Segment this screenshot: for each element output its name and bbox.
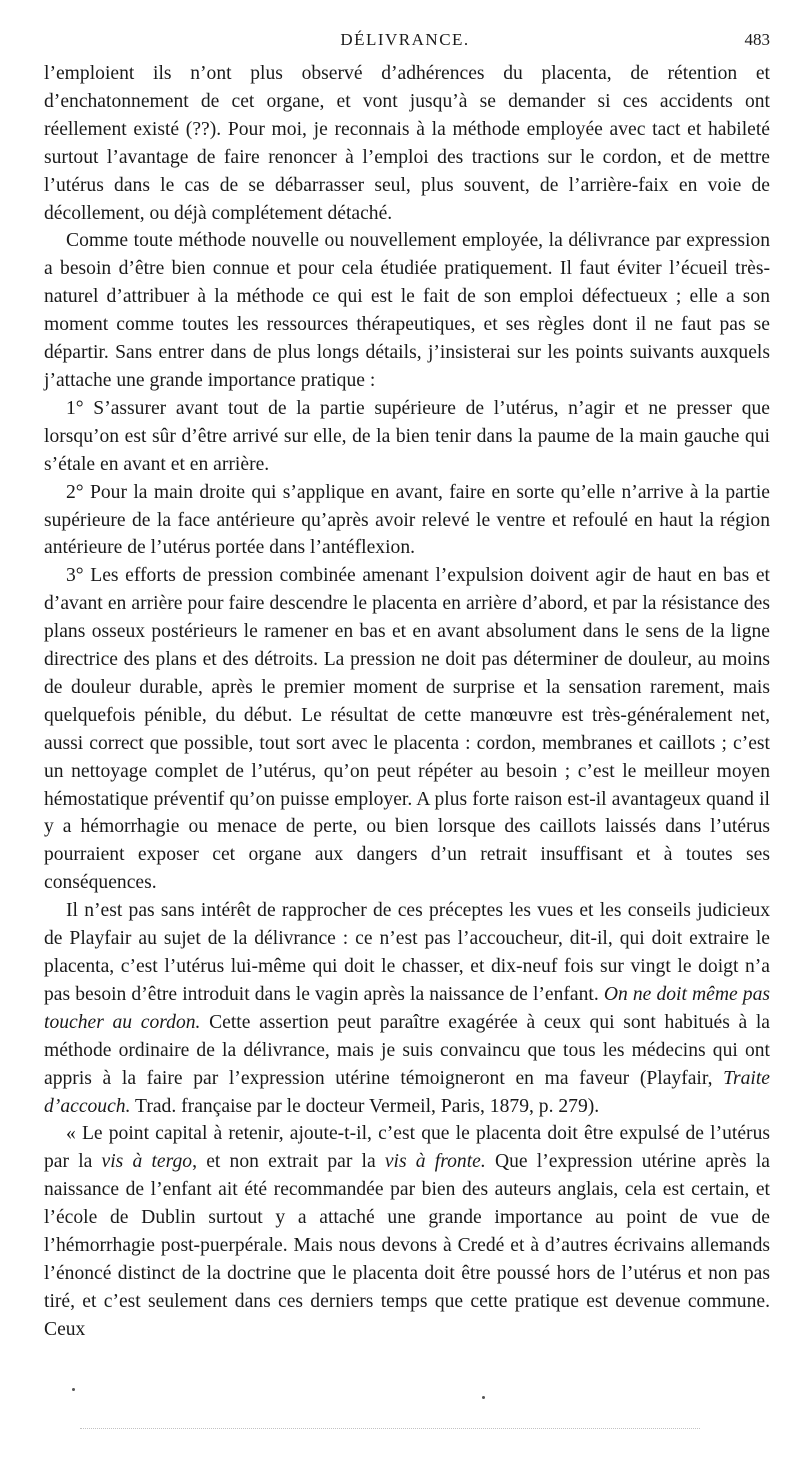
text-run: Il n’est pas sans intérêt de rapprocher de ces préceptes les vues et les conseils judicieux de Playfair au sujet de la délivrance : ce n’est pas l’accoucheur, dit-il, qui doit extraire le placenta, c’est l’utérus lui-même qui doit le chasser, et dix-neuf fois sur vingt le doigt n’a pas besoin d’être introduit dans le vagin après la naissance de l’enfant.	[44, 900, 770, 1005]
text-run: Que l’expression utérine après la naissance de l’enfant ait été recommandée par bien des auteurs anglais, cela est certain, et l’école de Dublin surtout y a attaché une grande importance au point de vue de l’hémorrhagie post-puerpérale. Mais nous devons à Credé et à d’autres écrivains allemands l’énoncé distinct de la doctrine que le placenta doit être poussé hors de l’utérus et non pas tiré, et c’est seulement dans ces derniers temps que cette pratique est devenue commune. Ceux	[44, 1151, 770, 1340]
bleed-through-line	[80, 1428, 700, 1429]
text-run: « Le point capital à retenir, ajoute-t-il, c’est que le placenta doit être expulsé de l’utérus par la	[44, 1123, 770, 1173]
paragraph-playfair	[44, 897, 770, 1120]
paragraph-point-2: 2° Pour la main droite qui s’applique en avant, faire en sorte qu’elle n’arrive à la partie supérieure de la face antérieure qu’après avoir relevé le ventre et refoulé en haut la région antérieure de l’utérus portée dans l’antéflexion.	[44, 481, 770, 559]
italic-citation: Traite d’accouch.	[44, 1067, 770, 1117]
text-run: Trad. française par le docteur Vermeil, Paris, 1879, p. 279).	[130, 1095, 600, 1117]
italic-quote: On ne doit même pas toucher au cordon.	[44, 983, 770, 1033]
page-number: 483	[744, 30, 770, 49]
paragraph-quote	[44, 1120, 770, 1343]
italic-latin-term: vis à fronte.	[384, 1151, 486, 1173]
print-speck	[72, 1388, 75, 1391]
text-run: Cette assertion peut paraître exagérée à ceux qui sont habitués à la méthode ordinaire de la délivrance, mais je suis convaincu que tous les médecins qui ont appris à la faire par l’expression utérine témoigneront en ma faveur (Playfair,	[44, 1011, 770, 1089]
body-text	[44, 60, 770, 1344]
paragraph-point-3: 3° Les efforts de pression combinée amenant l’expulsion doivent agir de haut en bas et d’avant en arrière pour faire descendre le placenta en arrière d’abord, et par la résistance des plans osseux postérieurs le ramener en bas et en avant absolument dans le sens de la ligne directrice des plans et des détroits. La pression ne doit pas déterminer de douleur, au moins de douleur durable, après le premier moment de surprise et la sensation rarement, mais quelquefois pénible, du début. Le résultat de cette manœuvre est très-généralement net, aussi correct que possible, tout sort avec le placenta : cordon, membranes et caillots ; c’est un nettoyage complet de l’utérus, qu’on peut répéter au besoin ; c’est le meilleur moyen hémostatique préventif qu’on puisse employer. A plus forte raison est-il avantageux quand il y a hémorrhagie ou menace de perte, ou bien lorsque des caillots laissés dans l’utérus pourraient exposer cet organe aux dangers d’un retrait insuffisant et à toutes ses conséquences.	[44, 565, 770, 894]
text-run: , et non extrait par la	[192, 1151, 385, 1173]
paragraph-method-intro: Comme toute méthode nouvelle ou nouvellement employée, la délivrance par expression a besoin d’être bien connue et pour cela étudiée pratiquement. Il faut éviter l’écueil très-naturel d’attribuer à la méthode ce qui est le fait de son emploi défectueux ; elle a son moment comme toutes les ressources thérapeutiques, et ses règles dont il ne faut pas se départir. Sans entrer dans de plus longs détails, j’insisterai sur les points suivants auxquels j’attache une grande importance pratique :	[44, 230, 770, 391]
italic-latin-term: vis à tergo	[101, 1151, 193, 1173]
paragraph-point-1: 1° S’assurer avant tout de la partie supérieure de l’utérus, n’agir et ne presser que lorsqu’on est sûr d’être arrivé sur elle, de la bien tenir dans la paume de la main gauche qui s’étale en avant et en arrière.	[44, 397, 770, 475]
paragraph-continuation: l’emploient ils n’ont plus observé d’adhérences du placenta, de rétention et d’enchatonnement de cet organe, et vont jusqu’à se demander si ces accidents ont réellement existé (??). Pour moi, je reconnais à la méthode employée avec tact et habileté surtout l’avantage de faire renoncer à l’emploi des tractions sur le cordon, et de mettre l’utérus dans le cas de se débarrasser seul, plus souvent, de l’arrière-faix en voie de décollement, ou déjà complétement détaché.	[44, 63, 770, 224]
page-header	[40, 30, 770, 58]
print-speck	[482, 1396, 485, 1399]
running-title: DÉLIVRANCE.	[340, 30, 470, 49]
